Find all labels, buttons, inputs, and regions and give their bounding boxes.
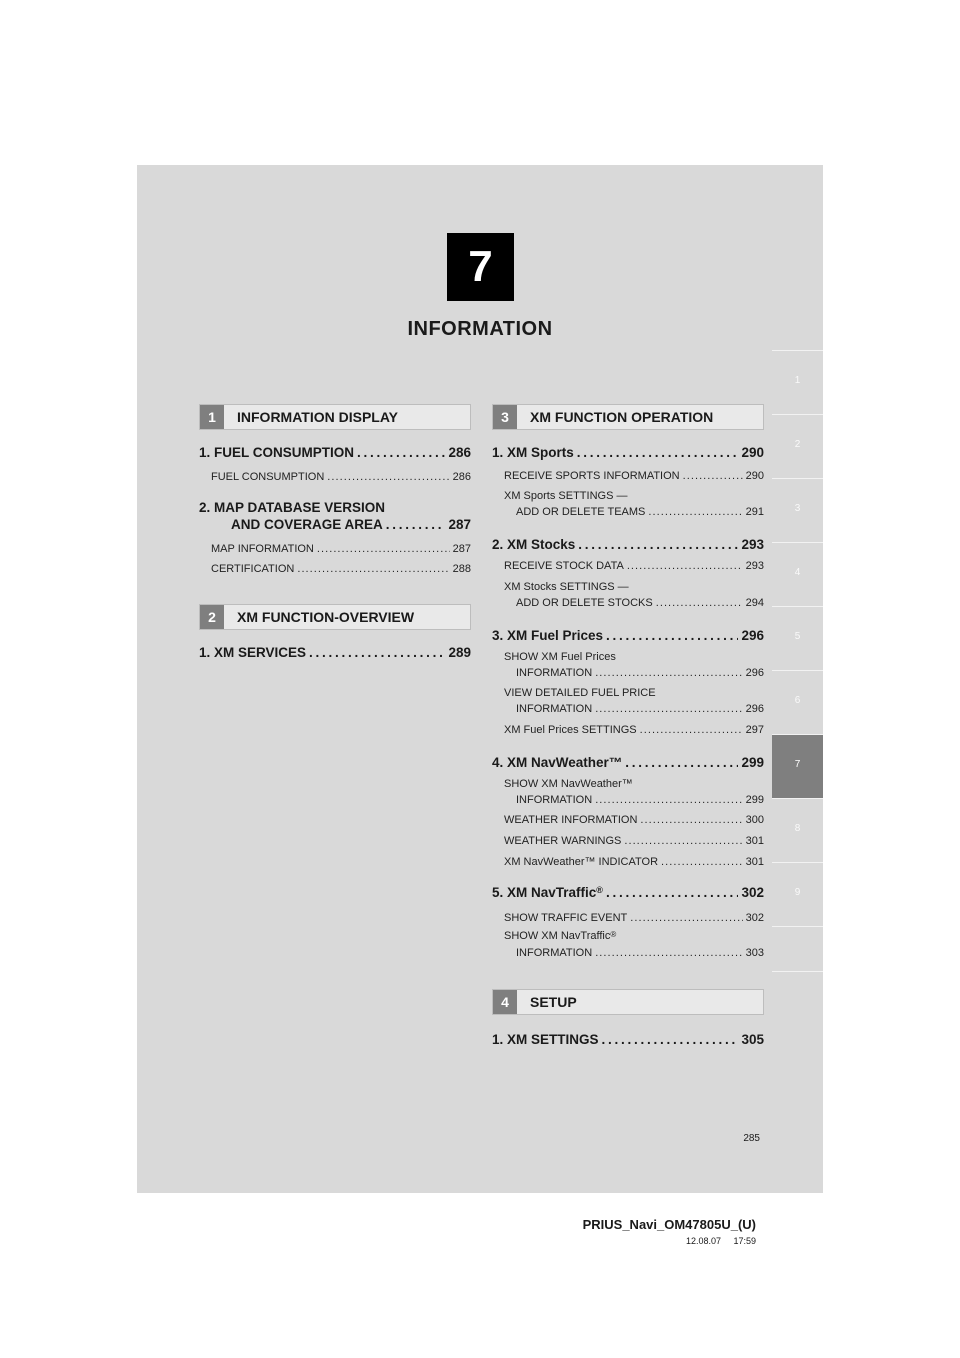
section-title: SETUP xyxy=(530,994,577,1010)
chapter-tabs xyxy=(772,350,823,972)
tab-3[interactable]: 3 xyxy=(772,478,823,542)
tab-8[interactable]: 8 xyxy=(772,798,823,862)
toc-entry[interactable]: 5. XM NavTraffic ® . . . 302 xyxy=(492,885,764,900)
chapter-number-badge: 7 xyxy=(447,233,514,301)
toc-subentry[interactable]: XM Fuel Prices SETTINGS . . . 297 xyxy=(504,724,764,736)
toc-subentry[interactable]: RECEIVE STOCK DATA . . . 293 xyxy=(504,560,764,572)
tab-9[interactable]: 9 xyxy=(772,862,823,926)
toc-entry[interactable]: 4. XM NavWeather™ . . . 299 xyxy=(492,755,764,770)
toc-subentry[interactable]: INFORMATION . . . 303 xyxy=(504,947,764,959)
footer-document-code: PRIUS_Navi_OM47805U_(U) xyxy=(582,1217,756,1232)
page-number: 285 xyxy=(743,1133,760,1144)
tab-5[interactable]: 5 xyxy=(772,606,823,670)
section-number: 1 xyxy=(200,405,224,429)
toc-subentry[interactable]: MAP INFORMATION . . . 287 xyxy=(211,543,471,555)
section-title: INFORMATION DISPLAY xyxy=(237,409,399,425)
toc-subentry[interactable]: RECEIVE SPORTS INFORMATION . . . 290 xyxy=(504,470,764,482)
tab-4[interactable]: 4 xyxy=(772,542,823,606)
section-header-information-display xyxy=(199,404,471,430)
section-header-xm-function-overview xyxy=(199,604,471,630)
toc-subentry[interactable]: WEATHER WARNINGS . . . 301 xyxy=(504,835,764,847)
toc-subentry-line1[interactable]: SHOW XM Fuel Prices xyxy=(504,651,616,663)
toc-subentry[interactable]: WEATHER INFORMATION . . . 300 xyxy=(504,814,764,826)
toc-subentry[interactable]: ADD OR DELETE TEAMS . . . 291 xyxy=(504,506,764,518)
toc-entry[interactable]: AND COVERAGE AREA . . . 287 xyxy=(199,517,471,532)
section-number: 4 xyxy=(493,990,517,1014)
toc-subentry[interactable]: INFORMATION . . . 296 xyxy=(504,667,764,679)
tab-7[interactable]: 7 xyxy=(772,734,823,798)
toc-entry-line1[interactable]: 2. MAP DATABASE VERSION xyxy=(199,500,386,515)
toc-entry[interactable]: 3. XM Fuel Prices . . . 296 xyxy=(492,628,764,643)
tab-blank xyxy=(772,926,823,972)
toc-subentry-line1[interactable]: XM Stocks SETTINGS — xyxy=(504,581,629,593)
toc-subentry-line1[interactable]: SHOW XM NavTraffic ® xyxy=(504,930,617,942)
chapter-title: INFORMATION xyxy=(407,318,553,340)
toc-entry[interactable]: 2. XM Stocks . . . 293 xyxy=(492,537,764,552)
section-number: 2 xyxy=(200,605,224,629)
section-title: XM FUNCTION OPERATION xyxy=(530,409,714,425)
section-header-xm-function-operation xyxy=(492,404,764,430)
toc-subentry[interactable]: FUEL CONSUMPTION . . . 286 xyxy=(211,471,471,483)
toc-subentry-line1[interactable]: VIEW DETAILED FUEL PRICE xyxy=(504,687,656,699)
toc-subentry[interactable]: SHOW TRAFFIC EVENT . . . 302 xyxy=(504,912,764,924)
toc-subentry[interactable]: CERTIFICATION . . . 288 xyxy=(211,563,471,575)
toc-entry[interactable]: 1. XM SERVICES . . . 289 xyxy=(199,645,471,660)
toc-subentry[interactable]: INFORMATION . . . 296 xyxy=(504,703,764,715)
toc-subentry[interactable]: ADD OR DELETE STOCKS . . . 294 xyxy=(504,597,764,609)
toc-subentry-line1[interactable]: XM Sports SETTINGS — xyxy=(504,490,628,502)
toc-subentry[interactable]: INFORMATION . . . 299 xyxy=(504,794,764,806)
toc-subentry-line1[interactable]: SHOW XM NavWeather™ xyxy=(504,778,633,790)
toc-entry[interactable]: 1. XM SETTINGS . . . 305 xyxy=(492,1032,764,1047)
footer-timestamp: 12.08.07 17:59 xyxy=(685,1236,756,1246)
toc-subentry[interactable]: XM NavWeather™ INDICATOR . . . 301 xyxy=(504,856,764,868)
tab-2[interactable]: 2 xyxy=(772,414,823,478)
toc-entry[interactable]: 1. FUEL CONSUMPTION . . . 286 xyxy=(199,445,471,460)
toc-entry[interactable]: 1. XM Sports . . . 290 xyxy=(492,445,764,460)
tab-1[interactable]: 1 xyxy=(772,350,823,414)
section-number: 3 xyxy=(493,405,517,429)
tab-6[interactable]: 6 xyxy=(772,670,823,734)
section-title: XM FUNCTION-OVERVIEW xyxy=(237,609,415,625)
section-header-setup xyxy=(492,989,764,1015)
